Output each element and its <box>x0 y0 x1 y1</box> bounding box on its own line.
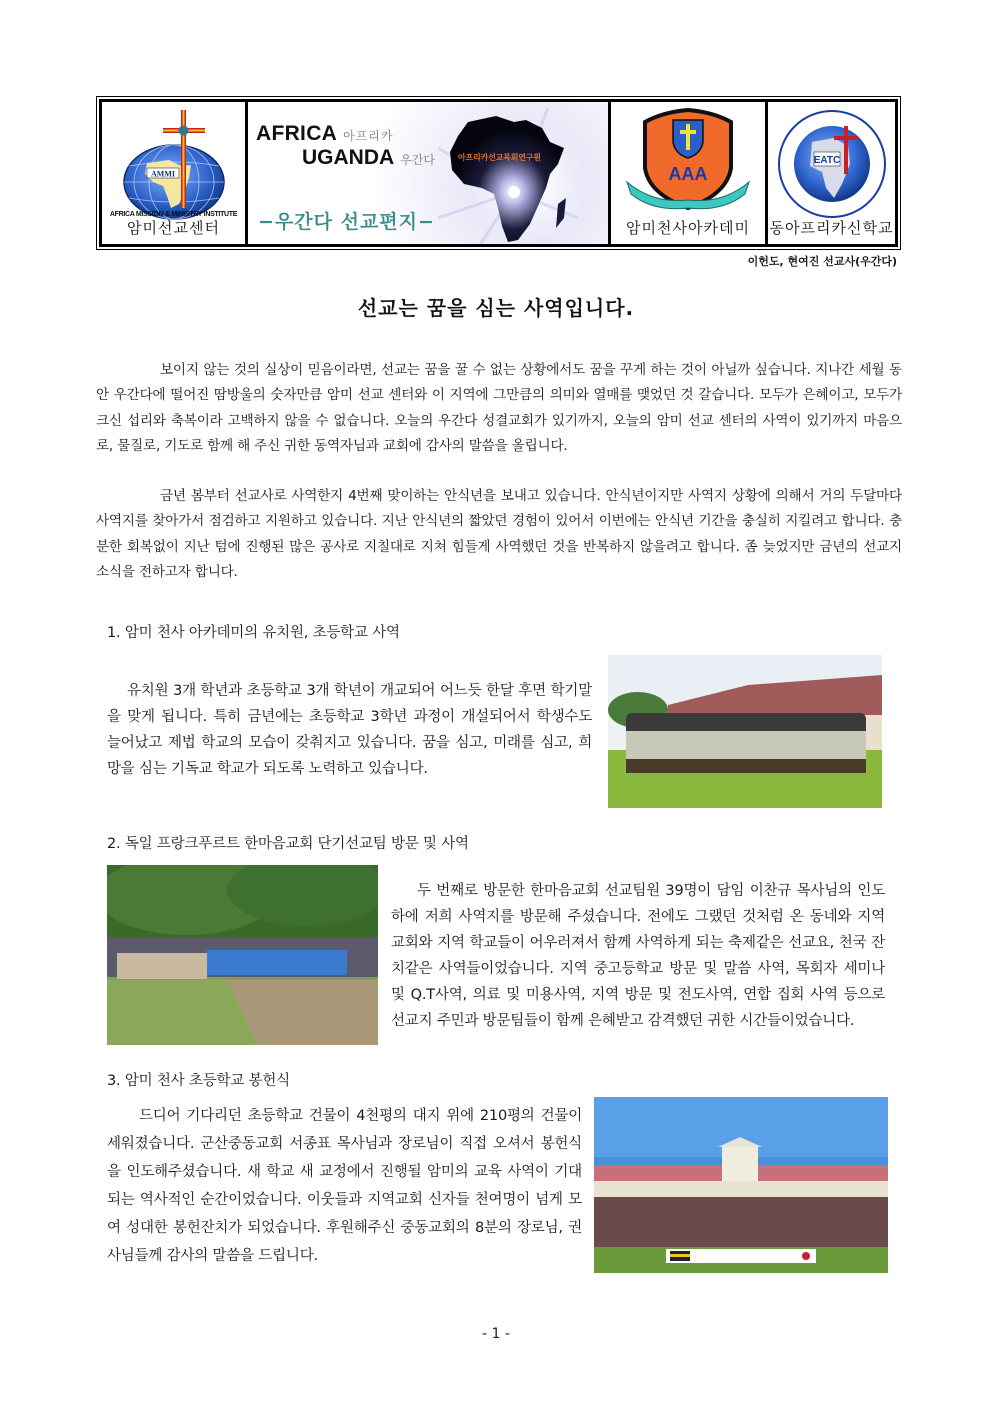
banner-uganda-en: UGANDA <box>302 146 395 169</box>
newsletter-title: −우간다 선교편지− <box>258 211 435 233</box>
ammi-cell <box>102 102 248 244</box>
aaa-caption: 암미천사아카데미 <box>626 219 750 237</box>
svg-text:AMMI: AMMI <box>150 169 175 179</box>
letterhead <box>96 96 901 250</box>
africa-map-icon <box>438 108 578 244</box>
banner-cell <box>248 102 611 244</box>
banner-africa <box>256 122 394 146</box>
page-number: - 1 - <box>482 1326 510 1342</box>
mission-team-group-photo <box>107 865 378 1045</box>
banner-uganda <box>302 146 435 170</box>
intro-paragraph-1: 보이지 않는 것의 실상이 믿음이라면, 선교는 꿈을 꿀 수 없는 상황에서도 꿈을 꾸게 하는 것이 아닐까 싶습니다. 지나간 세월 동안 우간다에 떨어진 땀방울의 숫자만큼 암미 선교 센터와 이 지역에 그만큼의 의미와 열매를 맺었던 것 갈습니다. 모두가 은혜이고, 모두가 크신 섭리와 축복이라 고백하지 않을 수 없습니다. 오늘의 우간다 성결교회가 있기까지, 오늘의 암미 선교 센터의 사역이 있기까지 마음으로, 물질로, 기도로 함께 해 주신 귀한 동역자님과 교회에 감사의 말씀을 올립니다. <box>96 362 902 455</box>
ammi-institute-name: AFRICA MISSION & MINISTRY INSTITUTE <box>109 211 238 218</box>
dedication-ceremony-photo <box>594 1097 888 1273</box>
section-3-body: 드디어 기다리던 초등학교 건물이 4천평의 대지 위에 210평의 건물이 세워졌습니다. 군산중동교회 서종표 목사님과 장로님이 직접 오셔서 봉헌식을 인도해주셨습니다. 새 학교 새 교정에서 진행될 암미의 교육 사역이 기대되는 역사적인 순간이었습니다. 이웃들과 지역교회 신자들 천여명이 넘게 모여 성대한 봉헌잔치가 되었습니다. 후원해주신 중동교회의 8분의 장로님, 권사님들께 감사의 말씀을 드립니다. <box>107 1108 582 1264</box>
school-children-group-photo <box>608 655 882 808</box>
letterhead-table <box>99 99 898 247</box>
eatc-caption: 동아프리카신학교 <box>769 219 894 237</box>
banner-africa-en: AFRICA <box>256 122 338 145</box>
banner-uganda-kr: 우간다 <box>400 153 435 167</box>
section-2-heading: 2. 독일 프랑크푸르트 한마음교회 단기선교팀 방문 및 사역 <box>107 836 469 852</box>
svg-text:AAA: AAA <box>668 164 708 184</box>
byline: 이헌도, 현여진 선교사(우간다) <box>747 255 897 268</box>
section-1-body: 유치원 3개 학년과 초등학교 3개 학년이 개교되어 어느듯 한달 후면 학기말을 맞게 됩니다. 특히 금년에는 초등학교 3학년 과정이 개설되어서 학생수도 늘어났고 제법 학교의 모습이 갖춰지고 있습니다. 꿈을 심고, 미래를 심고, 희망을 심는 기독교 학교가 되도록 노력하고 있습니다. <box>107 683 592 777</box>
ammi-caption: 암미선교센터 <box>127 219 220 237</box>
org-label: 아프리카선교목회연구원 <box>458 153 541 162</box>
section-1-heading: 1. 암미 천사 아카데미의 유치원, 초등학교 사역 <box>107 625 400 641</box>
aaa-shield-logo <box>611 108 765 212</box>
ammi-globe-cross-logo <box>102 108 245 220</box>
eatc-globe-logo <box>768 108 895 220</box>
section-3-heading: 3. 암미 천사 초등학교 봉헌식 <box>107 1073 290 1089</box>
banner-africa-kr: 아프리카 <box>343 129 394 143</box>
eatc-cell <box>768 102 895 244</box>
svg-text:EATC: EATC <box>813 155 840 166</box>
section-2-body: 두 번째로 방문한 한마음교회 선교팀원 39명이 담임 이찬규 목사님의 인도하에 저희 사역지를 방문해 주셨습니다. 전에도 그랬던 것처럼 온 동네와 지역 교회와 지역 학교들이 어우러져서 함께 사역하게 되는 축제같은 선교요, 천국 잔치같은 사역들이었습니다. 지역 중고등학교 방문 및 말씀 사역, 목회자 세미나 및 Q.T사역, 의료 및 미용사역, 지역 방문 및 전도사역, 연합 집회 사역 등으로 선교지 주민과 방문팀들이 함께 은혜받고 감격했던 귀한 시간들이었습니다. <box>391 883 885 1029</box>
document-title: 선교는 꿈을 심는 사역입니다. <box>357 296 635 320</box>
aaa-cell <box>611 102 768 244</box>
intro-paragraph-2: 금년 봄부터 선교사로 사역한지 4번째 맞이하는 안식년을 보내고 있습니다. 안식년이지만 사역지 상황에 의해서 거의 두달마다 사역지를 찾아가서 점검하고 지원하고 있습니다. 지난 안식년의 짧았던 경험이 있어서 이번에는 안식년 기간을 충실히 지킬려고 합니다. 충분한 회복없이 지난 텀에 진행된 많은 공사로 지칠대로 지쳐 힘들게 사역했던 것을 반복하지 않을려고 합니다. 좀 늦었지만 금년의 선교지 소식을 전하고자 합니다. <box>96 488 902 581</box>
